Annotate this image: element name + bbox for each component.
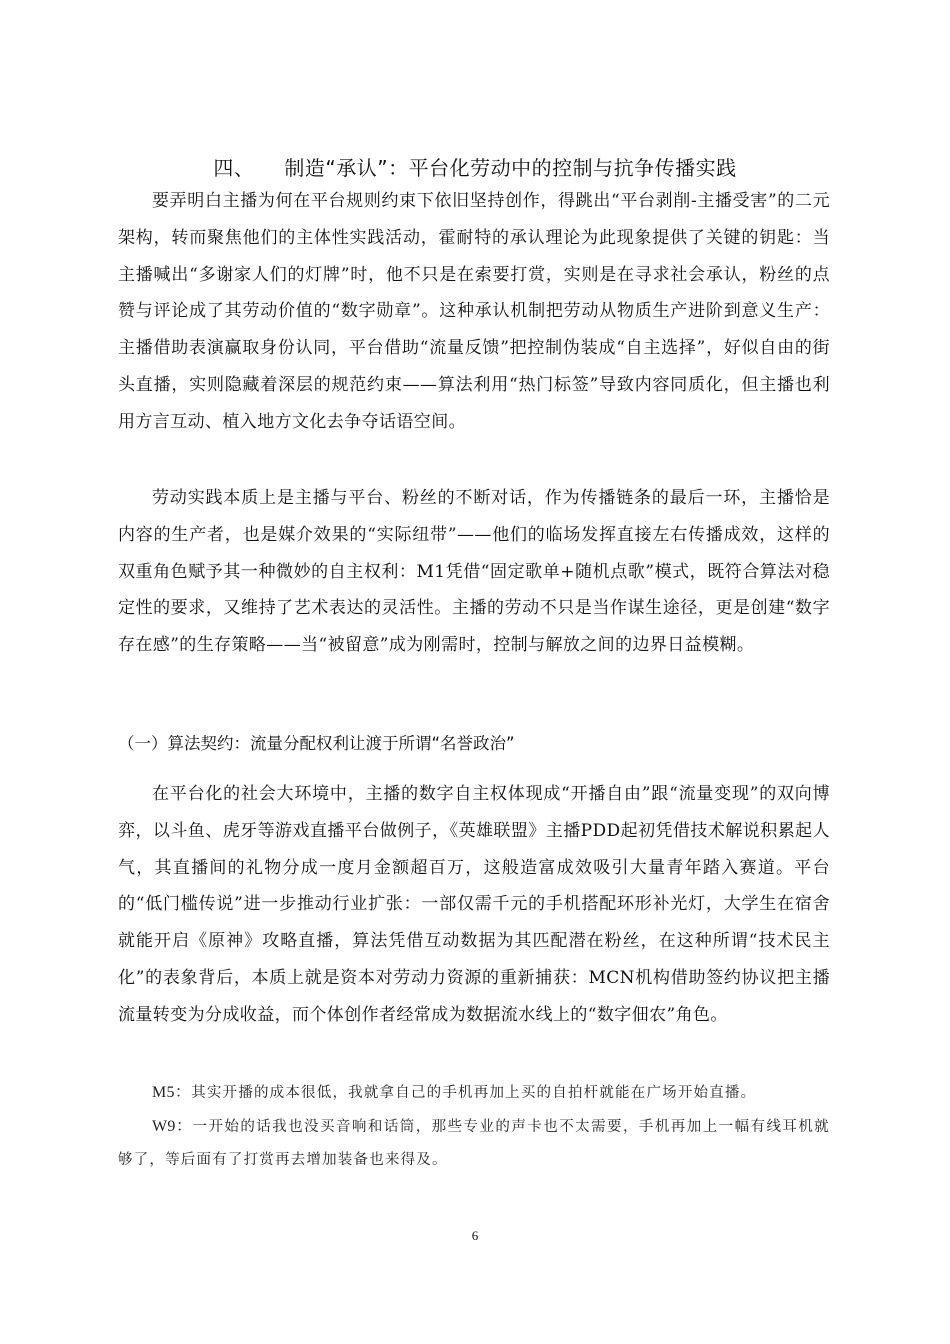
quote-speaker: M5：	[152, 1084, 192, 1101]
section-heading	[118, 148, 832, 188]
body-paragraph: 劳动实践本质上是主播与平台、粉丝的不断对话，作为传播链条的最后一环，主播恰是内容的生产者，也是媒介效果的“实际纽带”——他们的临场发挥直接左右传播成效，这样的双重角色赋予其一种微妙的自主权利：M1凭借“固定歌单+随机点歌”模式，既符合算法对稳定性的要求，又维持了艺术表达的灵活性。主播的劳动不只是当作谋生途径，更是创建“数字存在感”的生存策略——当“被留意”成为刚需时，控制与解放之间的边界日益模糊。	[118, 488, 830, 656]
section-number: 四、	[213, 155, 255, 180]
interview-quote	[118, 1110, 830, 1177]
page-number: 6	[471, 1228, 479, 1243]
quote-speaker: W9：	[152, 1118, 193, 1135]
body-paragraph: 在平台化的社会大环境中，主播的数字自主权体现成“开播自由”跟“流量变现”的双向博弈，以斗鱼、虎牙等游戏直播平台做例子，《英雄联盟》主播PDD起初凭借技术解说积累起人气，其直播间的礼物分成一度月金额超百万，这般造富成效吸引大量青年踏入赛道。平台的“低门槛传说”进一步推动行业扩张：一部仅需千元的手机搭配环形补光灯，大学生在宿舍就能开启《原神》攻略直播，算法凭借互动数据为其匹配潜在粉丝，在这种所谓“技术民主化”的表象背后，本质上就是资本对劳动力资源的重新捕获：MCN机构借助签约协议把主播流量转变为分成收益，而个体创作者经常成为数据流水线上的“数字佃农”角色。	[118, 784, 830, 1025]
subsection-heading: （一）算法契约：流量分配权利让渡于所谓“名誉政治”	[118, 734, 515, 753]
section-title: 制造“承认”：平台化劳动中的控制与抗争传播实践	[284, 155, 737, 180]
body-paragraph: 要弄明白主播为何在平台规则约束下依旧坚持创作，得跳出“平台剥削-主播受害”的二元架构，转而聚焦他们的主体性实践活动，霍耐特的承认理论为此现象提供了关键的钥匙：当主播喊出“多谢家人们的灯牌”时，他不只是在索要打赏，实则是在寻求社会承认，粉丝的点赞与评论成了其劳动价值的“数字勋章”。这种承认机制把劳动从物质生产进阶到意义生产：主播借助表演赢取身份认同，平台借助“流量反馈”把控制伪装成“自主选择”，好似自由的街头直播，实则隐藏着深层的规范约束——算法利用“热门标签”导致内容同质化，但主播也利用方言互动、植入地方文化去争夺话语空间。	[118, 191, 830, 432]
interview-quote	[118, 1076, 830, 1110]
quote-text: 其实开播的成本很低，我就拿自己的手机再加上买的自拍杆就能在广场开始直播。	[191, 1085, 757, 1101]
quote-text: 一开始的话我也没买音响和话筒，那些专业的声卡也不太需要，手机再加上一幅有线耳机就够了，等后面有了打赏再去增加装备也来得及。	[118, 1119, 830, 1168]
